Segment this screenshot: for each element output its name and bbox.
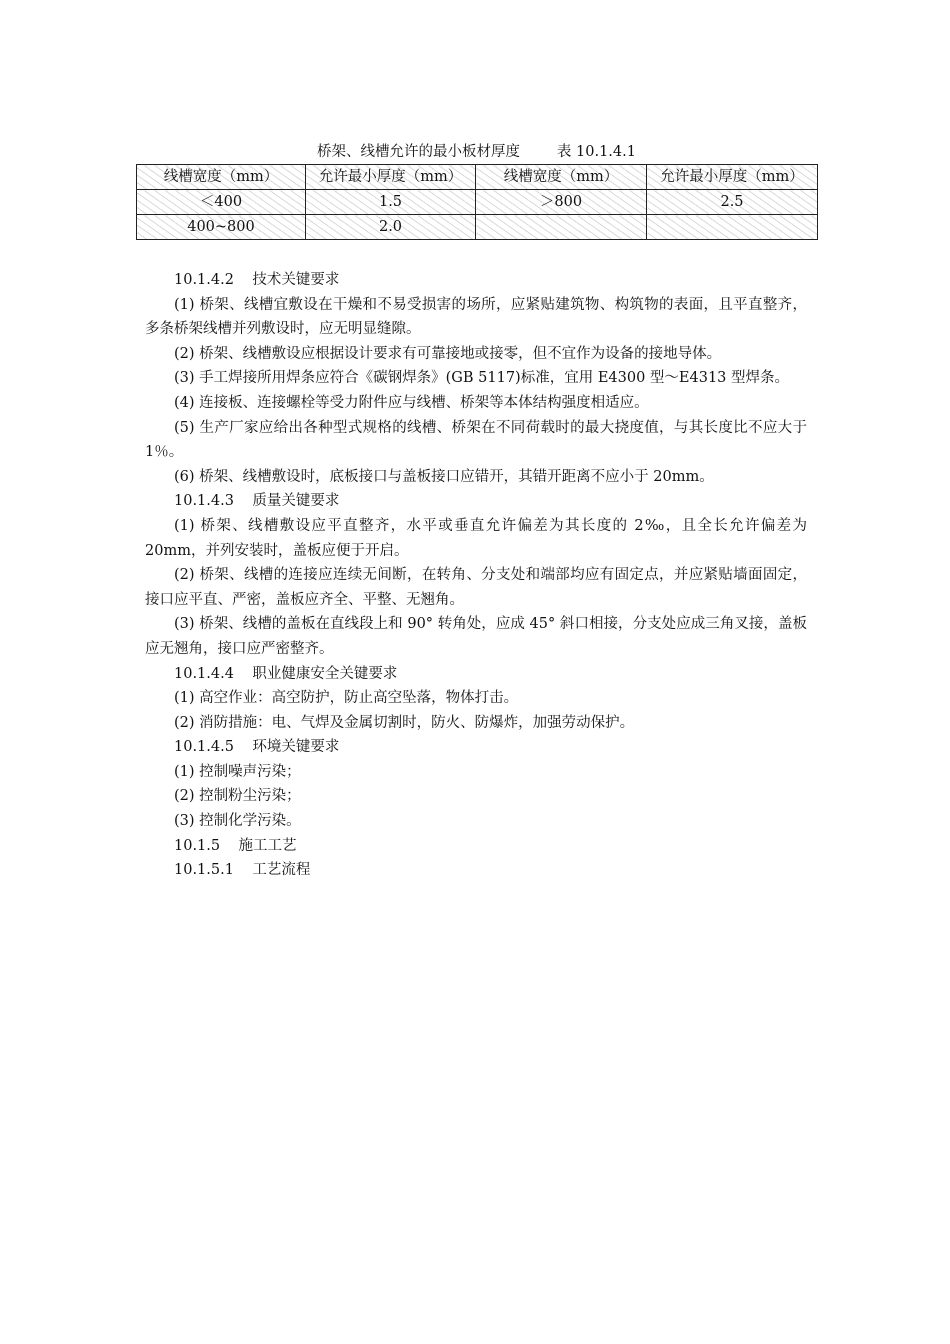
table-header-row [137, 165, 818, 190]
table-cell: ＞800 [476, 190, 647, 215]
paragraph: (2) 控制粉尘污染； [174, 788, 301, 805]
paragraph: (3) 桥架、线槽的盖板在直线段上和 90° 转角处，应成 45° 斜口相接，分支处应成三角叉接，盖板应无翘角，接口应严密整齐。 [145, 616, 807, 657]
table-cell: ＜400 [137, 190, 306, 215]
paragraph: (3) 手工焊接所用焊条应符合《碳钢焊条》(GB 5117)标准，宜用 E4300 型～E4313 型焊条。 [174, 370, 790, 387]
table-row [137, 190, 818, 215]
table-cell [476, 215, 647, 240]
section-heading: 10.1.4.3 质量关键要求 [174, 493, 340, 510]
section-heading: 10.1.4.5 环境关键要求 [174, 739, 340, 756]
table-header-cell: 允许最小厚度（mm） [647, 165, 818, 190]
paragraph: (2) 消防措施：电、气焊及金属切割时，防火、防爆炸，加强劳动保护。 [174, 714, 635, 731]
section-heading: 10.1.4.4 职业健康安全关键要求 [174, 665, 398, 682]
paragraph: (1) 控制噪声污染； [174, 763, 301, 780]
table-cell: 2.5 [647, 190, 818, 215]
paragraph: (5) 生产厂家应给出各种型式规格的线槽、桥架在不同荷载时的最大挠度值，与其长度比不应大于 1％。 [145, 419, 807, 461]
table-cell [647, 215, 818, 240]
paragraph: (6) 桥架、线槽敷设时，底板接口与盖板接口应错开，其错开距离不应小于 20mm。 [174, 468, 714, 485]
paragraph: (1) 桥架、线槽宜敷设在干燥和不易受损害的场所，应紧贴建筑物、构筑物的表面，且平直整齐，多条桥架线槽并列敷设时，应无明显缝隙。 [145, 296, 807, 338]
section-heading: 10.1.5.1 工艺流程 [174, 862, 311, 879]
thickness-table [136, 164, 818, 240]
table-cell: 1.5 [306, 190, 476, 215]
body-text [145, 268, 807, 883]
table-cell: 400~800 [137, 215, 306, 240]
paragraph: (2) 桥架、线槽的连接应连续无间断，在转角、分支处和端部均应有固定点，并应紧贴墙面固定，接口应平直、严密，盖板应齐全、平整、无翘角。 [145, 567, 807, 608]
table-header-cell: 允许最小厚度（mm） [306, 165, 476, 190]
table-header-cell: 线槽宽度（mm） [476, 165, 647, 190]
section-heading: 10.1.5 施工工艺 [174, 837, 297, 854]
table-header-cell: 线槽宽度（mm） [137, 165, 306, 190]
table-caption: 桥架、线槽允许的最小板材厚度 表 10.1.4.1 [317, 144, 636, 160]
paragraph: (1) 高空作业：高空防护，防止高空坠落，物体打击。 [174, 690, 519, 707]
paragraph: (2) 桥架、线槽敷设应根据设计要求有可靠接地或接零，但不宜作为设备的接地导体。 [174, 345, 722, 362]
paragraph: (3) 控制化学污染。 [174, 813, 301, 830]
paragraph: (1) 桥架、线槽敷设应平直整齐，水平或垂直允许偏差为其长度的 2‰，且全长允许偏差为 20mm，并列安装时，盖板应便于开启。 [145, 517, 807, 559]
paragraph: (4) 连接板、连接螺栓等受力附件应与线槽、桥架等本体结构强度相适应。 [174, 394, 649, 411]
table-row [137, 215, 818, 240]
section-heading: 10.1.4.2 技术关键要求 [174, 272, 340, 288]
table-cell: 2.0 [306, 215, 476, 240]
